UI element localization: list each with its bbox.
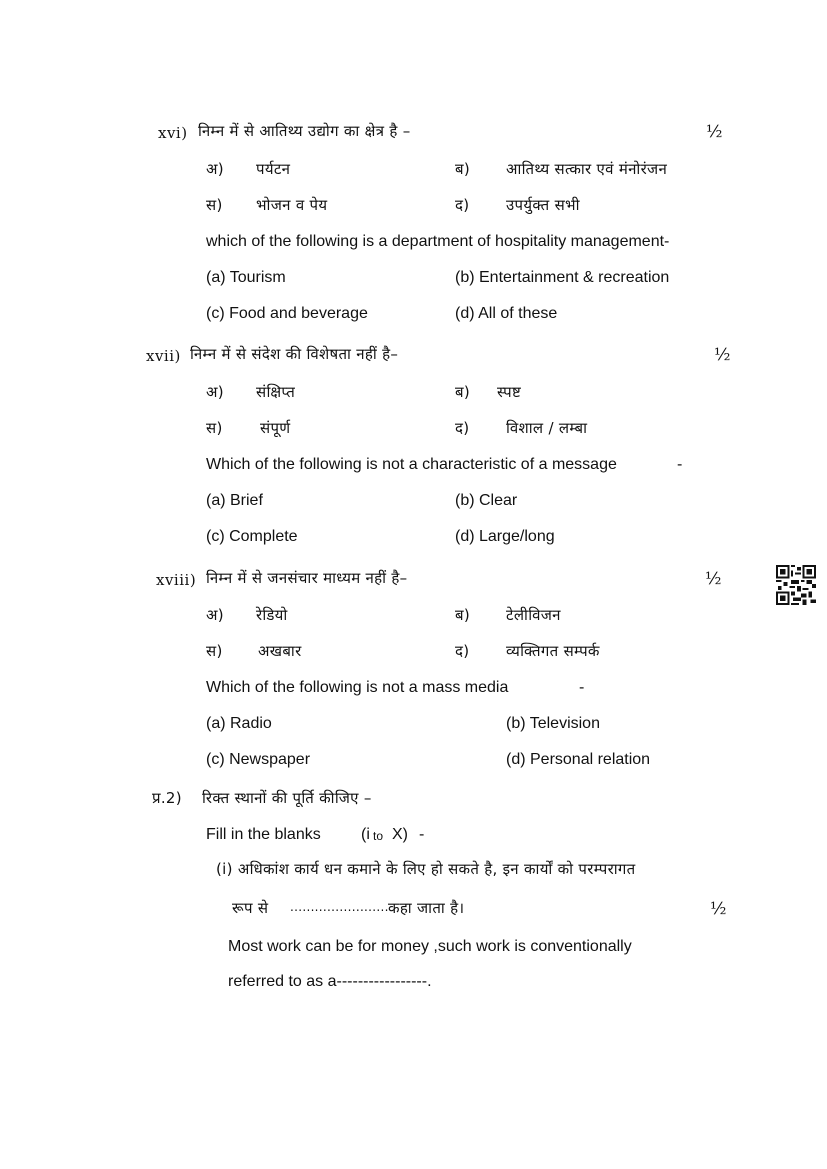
option-text: व्यक्तिगत सम्पर्क [506, 642, 600, 660]
blank-question-english-line2: referred to as a-----------------. [228, 973, 432, 990]
question-number: xvii) [146, 347, 181, 365]
option-english: (a) Brief [206, 492, 263, 509]
option-english: (d) All of these [455, 305, 558, 322]
option-english: (d) Personal relation [506, 751, 651, 768]
option-english: (c) Food and beverage [206, 305, 368, 322]
qr-code-image [776, 565, 816, 605]
option-text: स्पष्ट [497, 383, 522, 401]
option-label: स) [206, 196, 223, 214]
range-to: to [373, 829, 384, 843]
option-text: विशाल / लम्बा [506, 419, 588, 437]
option-label: द) [455, 642, 470, 660]
option-english: (a) Radio [206, 715, 272, 732]
range-open: (i [361, 826, 370, 843]
blank-question-english-line1: Most work can be for money ,such work is conventionally [228, 938, 632, 955]
blank-question-hindi-line2: रूप से [232, 899, 269, 917]
blank-question-hindi-line1: (i) अधिकांश कार्य धन कमाने के लिए हो सकते है, इन कार्यों को परम्परागत [216, 860, 636, 878]
dash: - [419, 826, 425, 843]
option-english: (b) Clear [455, 492, 518, 509]
option-label: ब) [455, 160, 471, 178]
option-label: स) [206, 419, 223, 437]
question-marks: ½ [710, 899, 727, 919]
option-english: (b) Television [506, 715, 600, 732]
option-label: अ) [206, 606, 224, 624]
option-text: उपर्युक्त सभी [506, 196, 580, 214]
question-text-english: which of the following is a department of hospitality management- [206, 233, 670, 250]
blank-dots: ........................ [290, 900, 389, 914]
question-marks: ½ [714, 345, 731, 365]
option-text: भोजन व पेय [256, 196, 328, 214]
question-text-hindi: रिक्त स्थानों की पूर्ति कीजिए – [202, 789, 372, 807]
option-label: द) [455, 196, 470, 214]
question-text-english: Which of the following is not a characteristic of a message [206, 456, 617, 473]
option-english: (b) Entertainment & recreation [455, 269, 670, 286]
option-label: अ) [206, 160, 224, 178]
option-english: (d) Large/long [455, 528, 555, 545]
blank-question-hindi-line2-end: कहा जाता है। [388, 899, 465, 917]
option-label: ब) [455, 383, 471, 401]
option-text: अखबार [258, 642, 302, 660]
question-marks: ½ [705, 569, 722, 589]
option-text: आतिथ्य सत्कार एवं मंनोरंजन [506, 160, 668, 178]
question-text-english: Which of the following is not a mass media [206, 679, 509, 696]
option-english: (c) Complete [206, 528, 298, 545]
option-text: रेडियो [256, 606, 288, 624]
option-text: टेलीविजन [506, 606, 561, 624]
question-number: xvi) [158, 124, 188, 142]
range-close: X) [392, 826, 408, 843]
option-label: द) [455, 419, 470, 437]
option-label: स) [206, 642, 223, 660]
option-english: (c) Newspaper [206, 751, 311, 768]
option-text: संपूर्ण [260, 419, 291, 437]
dash: - [677, 456, 683, 473]
option-text: संक्षिप्त [256, 383, 296, 401]
question-number: प्र.2) [152, 789, 182, 807]
section-instruction-english: Fill in the blanks [206, 826, 321, 843]
question-text-hindi: निम्न में से आतिथ्य उद्योग का क्षेत्र है – [198, 122, 411, 140]
option-english: (a) Tourism [206, 269, 286, 286]
option-text: पर्यटन [256, 160, 291, 178]
option-label: ब) [455, 606, 471, 624]
option-label: अ) [206, 383, 224, 401]
question-marks: ½ [706, 122, 723, 142]
question-text-hindi: निम्न में से जनसंचार माध्यम नहीं है– [206, 569, 408, 587]
question-number: xviii) [156, 571, 197, 589]
question-text-hindi: निम्न में से संदेश की विशेषता नहीं है– [190, 345, 399, 363]
dash: - [579, 679, 585, 696]
